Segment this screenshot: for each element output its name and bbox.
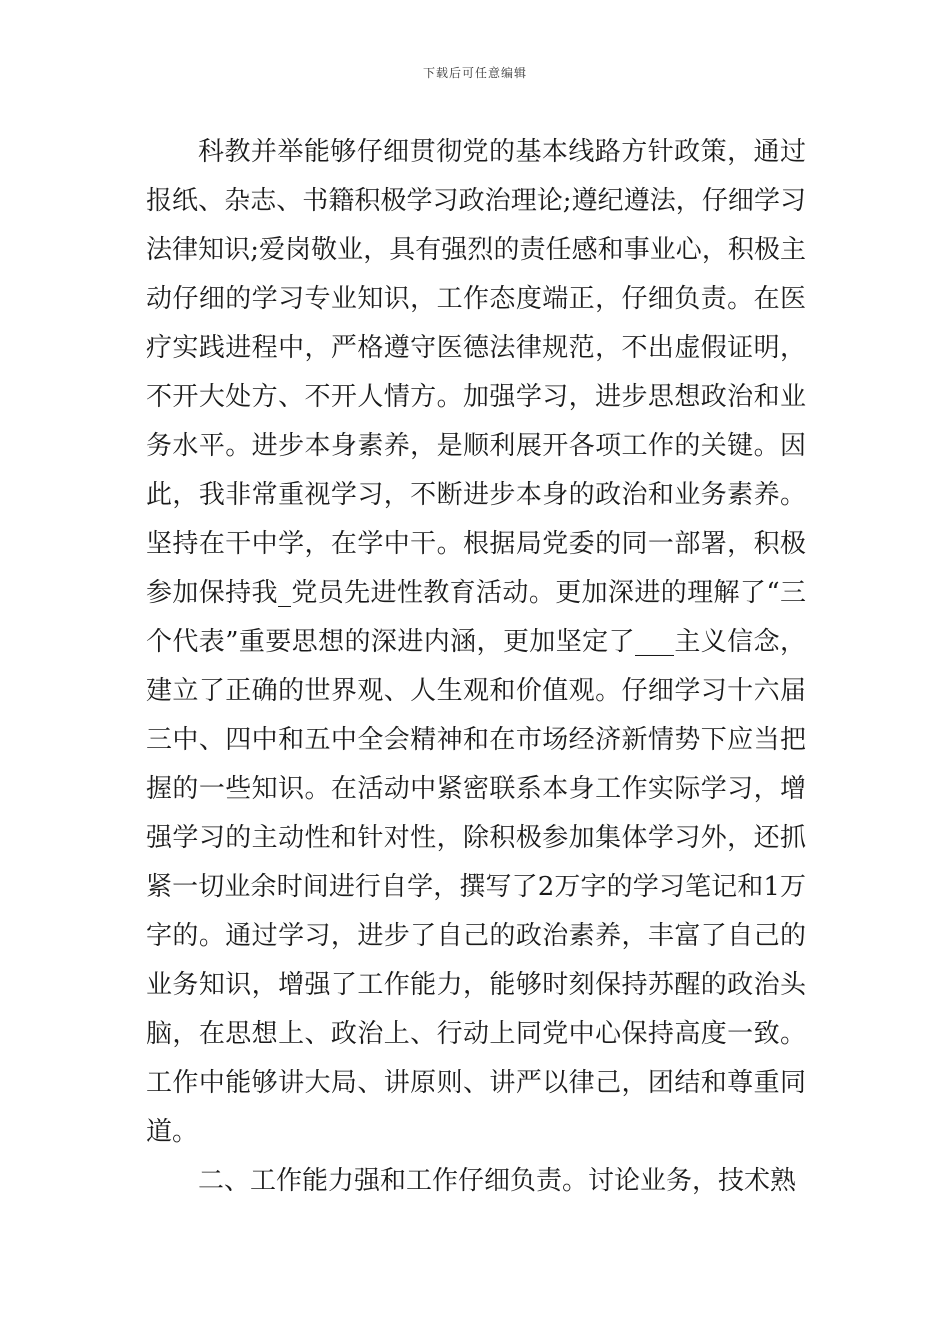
document-body (146, 128, 806, 1206)
header-note: 下载后可任意编辑 (422, 66, 527, 80)
paragraph-1: 科教并举能够仔细贯彻党的基本线路方针政策，通过报纸、杂志、书籍积极学习政治理论;遵纪遵法，仔细学习法律知识;爱岗敬业，具有强烈的责任感和事业心，积极主动仔细的学习专业知识，工作态度端正，仔细负责。在医疗实践进程中，严格遵守医德法律规范，不出虚假证明，不开大处方、不开人情方。加强学习，进步思想政治和业务水平。进步本身素养，是顺利展开各项工作的关键。因此，我非常重视学习，不断进步本身的政治和业务素养。坚持在干中学，在学中干。根据局党委的同一部署，积极参加保持我_党员先进性教育活动。更加深进的理解了“三个代表”重要思想的深进内涵，更加坚定了___主义信念，建立了正确的世界观、人生观和价值观。仔细学习十六届三中、四中和五中全会精神和在市场经济新情势下应当把握的一些知识。在活动中紧密联系本身工作实际学习，增强学习的主动性和针对性，除积极参加集体学习外，还抓紧一切业余时间进行自学，撰写了2万字的学习笔记和1万字的。通过学习，进步了自己的政治素养，丰富了自己的业务知识，增强了工作能力，能够时刻保持苏醒的政治头脑，在思想上、政治上、行动上同党中心保持高度一致。工作中能够讲大局、讲原则、讲严以律己，团结和尊重同道。 (146, 137, 806, 1147)
paragraph-2: 二、工作能力强和工作仔细负责。讨论业务，技术熟 (198, 1166, 797, 1196)
